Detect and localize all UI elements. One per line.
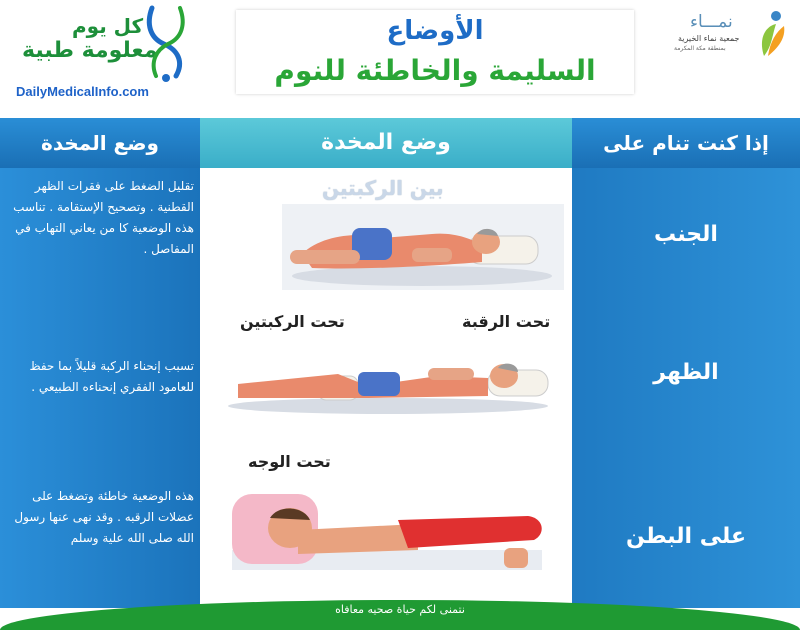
label-between-knees: بين الركبتين: [322, 176, 444, 200]
stomach-sleeping-illustration: [228, 490, 558, 586]
side-sleeping-illustration: [282, 204, 564, 290]
title-line2: السليمة والخاطئة للنوم: [274, 54, 596, 87]
namaa-line3: بمنطقة مكة المكرمة: [674, 45, 726, 52]
label-under-neck: تحت الرقبة: [462, 312, 551, 331]
namaa-name: نمـــاء: [690, 12, 733, 32]
daily-medical-info-logo: [8, 4, 188, 104]
description-back: تسبب إنحناء الركبة قليلاً بما حفظ للعامود الفقري إنحناءه الطبيعي .: [29, 359, 194, 394]
logo-line1: كل يوم: [72, 14, 144, 38]
header: [0, 0, 800, 112]
leaf-icon: [758, 8, 788, 58]
column-header-left: وضع المخدة: [0, 118, 200, 168]
namaa-line2: جمعية نماء الخيرية: [678, 34, 740, 43]
namaa-logo: [672, 8, 792, 68]
column-header-middle: وضع المخدة: [200, 118, 572, 168]
label-under-face: تحت الوجه: [248, 452, 331, 471]
position-back: الظهر: [653, 360, 719, 385]
back-sleeping-illustration: [218, 346, 558, 418]
title-line1: الأوضاع: [386, 16, 484, 46]
logo-url: DailyMedicalInfo.com: [16, 84, 149, 99]
position-side: الجنب: [654, 222, 718, 247]
description-stomach: هذه الوضعية خاطئة وتضغط على عضلات الرقبه . وقد نهى عنها رسول الله صلى الله علية وسلم: [14, 489, 194, 545]
logo-line2: معلومة طبية: [22, 38, 158, 63]
stethoscope-icon: [144, 4, 188, 84]
title-box: [236, 10, 634, 94]
description-side: تقليل الضغط على فقرات الظهر القطنية . وتصحيح الإستقامة . تناسب هذه الوضعية كا من يعاني التهاب في المفاصل .: [13, 179, 194, 256]
position-stomach: على البطن: [626, 524, 746, 549]
footer-text: نتمنى لكم حياة صحيه معافاه: [335, 603, 465, 616]
column-header-right: إذا كنت تنام على: [572, 118, 800, 168]
label-under-knees: تحت الركبتين: [240, 312, 345, 331]
